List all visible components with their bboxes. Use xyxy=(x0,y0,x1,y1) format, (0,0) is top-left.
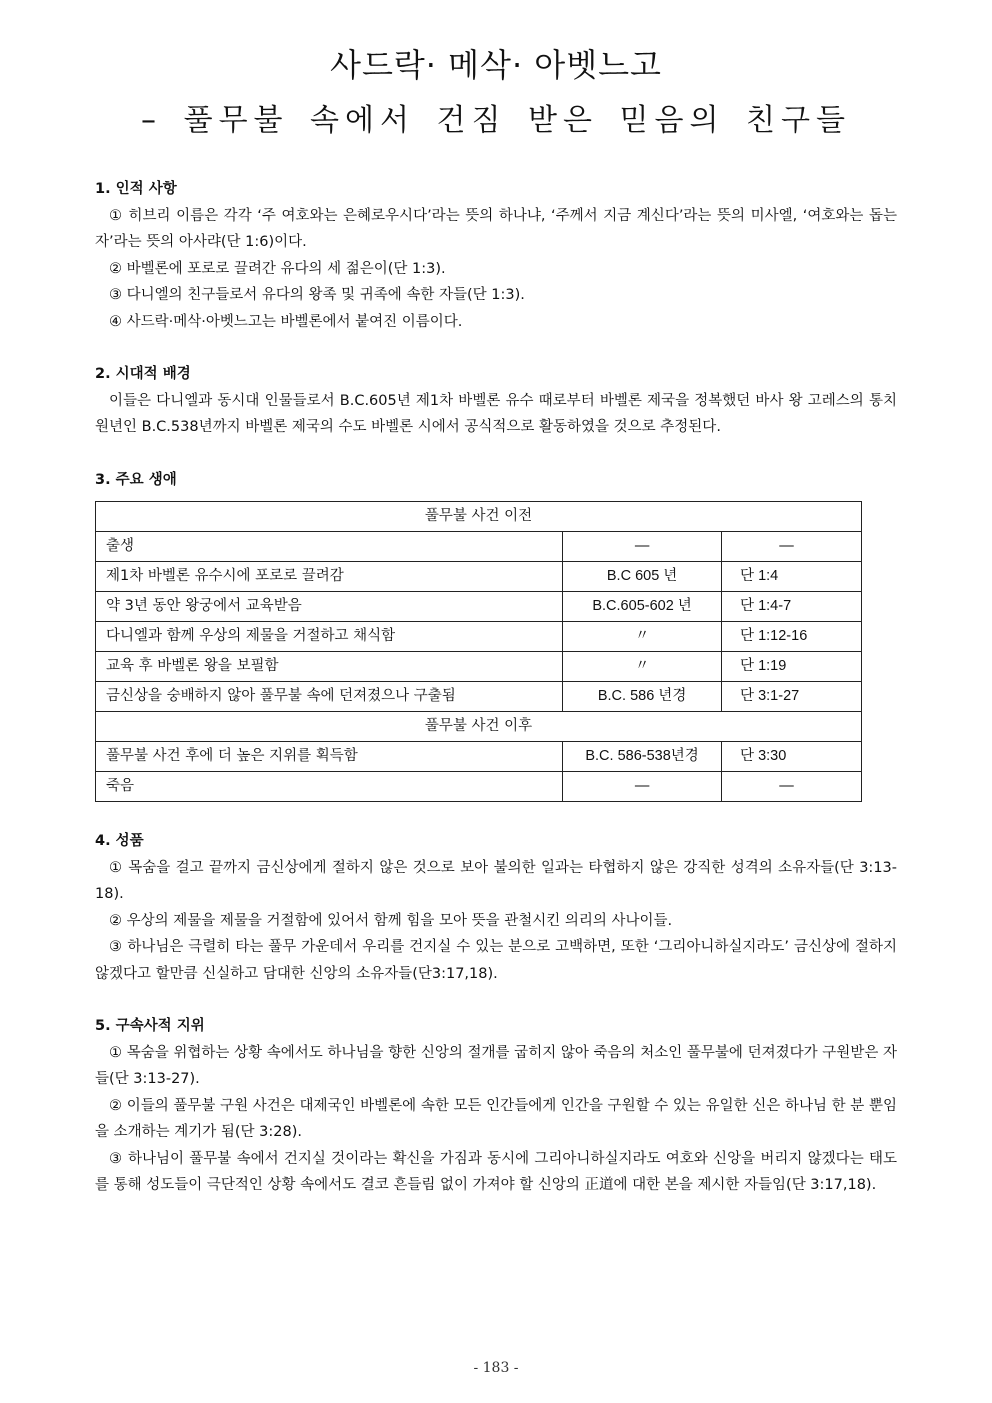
section-heading-background: 2. 시대적 배경 xyxy=(95,366,191,382)
date-cell: 〃 xyxy=(563,622,722,652)
event-cell: 다니엘과 함께 우상의 제물을 거절하고 채식함 xyxy=(96,622,563,652)
personal-item-2: ② 바벨론에 포로로 끌려간 유다의 세 젊은이(단 1:3). xyxy=(109,260,446,277)
table-row xyxy=(96,622,862,652)
table-row xyxy=(96,562,862,592)
table-row xyxy=(96,772,862,802)
event-cell: 약 3년 동안 왕궁에서 교육받음 xyxy=(96,592,563,622)
date-cell: B.C 605 년 xyxy=(563,562,722,592)
ref-cell: — xyxy=(722,772,862,802)
table-row xyxy=(96,682,862,712)
ref-cell: — xyxy=(722,532,862,562)
date-cell: 〃 xyxy=(563,652,722,682)
ref-cell: 단 1:12-16 xyxy=(722,622,862,652)
section-label-before: 풀무불 사건 이전 xyxy=(96,502,862,532)
ref-cell: 단 1:19 xyxy=(722,652,862,682)
table-section-row xyxy=(96,712,862,742)
date-cell: — xyxy=(563,532,722,562)
redemptive-item-2: ② 이들의 풀무불 구원 사건은 대제국인 바벨론에 속한 모든 인간들에게 인간을 구원할 수 있는 유일한 신은 하나님 한 분 뿐임을 소개하는 계기가 됨(단 3:28). xyxy=(95,1097,897,1140)
background-paragraph: 이들은 다니엘과 동시대 인물들로서 B.C.605년 제1차 바벨론 유수 때로부터 바벨론 제국을 정복했던 바사 왕 고레스의 통치 원년인 B.C.538년까지 바벨론 제국의 수도 바벨론 시에서 공식적으로 활동하였을 것으로 추정된다. xyxy=(95,392,897,435)
section-heading-character: 4. 성품 xyxy=(95,833,144,849)
event-cell: 제1차 바벨론 유수시에 포로로 끌려감 xyxy=(96,562,563,592)
character-item-1: ① 목숨을 걸고 끝까지 금신상에게 절하지 않은 것으로 보아 불의한 일과는 타협하지 않은 강직한 성격의 소유자들(단 3:13-18). xyxy=(95,859,897,902)
personal-item-3: ③ 다니엘의 친구들로서 유다의 왕족 및 귀족에 속한 자들(단 1:3). xyxy=(109,287,525,303)
life-events-table xyxy=(95,501,862,802)
event-cell: 출생 xyxy=(96,532,563,562)
section-label-after: 풀무불 사건 이후 xyxy=(96,712,862,742)
character-item-2: ② 우상의 제물을 제물을 거절함에 있어서 함께 힘을 모아 뜻을 관철시킨 의리의 사나이들. xyxy=(109,912,673,929)
table-row xyxy=(96,742,862,772)
document-title: 사드락· 메삭· 아벳느고 xyxy=(330,46,662,84)
event-cell: 금신상을 숭배하지 않아 풀무불 속에 던져졌으나 구출됨 xyxy=(96,682,563,712)
date-cell: B.C. 586 년경 xyxy=(563,682,722,712)
redemptive-item-1: ① 목숨을 위협하는 상황 속에서도 하나님을 향한 신앙의 절개를 굽히지 않아 죽음의 처소인 풀무불에 던져졌다가 구원받은 자들(단 3:13-27). xyxy=(95,1044,897,1087)
event-cell: 교육 후 바벨론 왕을 보필함 xyxy=(96,652,563,682)
date-cell: B.C. 586-538년경 xyxy=(563,742,722,772)
character-item-3: ③ 하나님은 극렬히 타는 풀무 가운데서 우리를 건지실 수 있는 분으로 고백하면, 또한 ‘그리아니하실지라도’ 금신상에 절하지 않겠다고 할만큼 신실하고 담대한 신앙의 소유자들(단3:17,18). xyxy=(95,939,897,982)
table-row xyxy=(96,532,862,562)
ref-cell: 단 1:4-7 xyxy=(722,592,862,622)
personal-item-1: ① 히브리 이름은 각각 ‘주 여호와는 은혜로우시다’라는 뜻의 하나냐, ‘주께서 지금 계신다’라는 뜻의 미사엘, ‘여호와는 돕는 자’라는 뜻의 아사랴(단 1:6)이다. xyxy=(95,207,897,250)
personal-item-4: ④ 사드락·메삭·아벳느고는 바벨론에서 붙여진 이름이다. xyxy=(109,313,463,330)
table-row xyxy=(96,592,862,622)
document-subtitle: – 풀무불 속에서 건짐 받은 믿음의 친구들 xyxy=(141,103,851,138)
section-heading-redemptive: 5. 구속사적 지위 xyxy=(95,1018,205,1034)
ref-cell: 단 1:4 xyxy=(722,562,862,592)
table-row xyxy=(96,652,862,682)
redemptive-item-3: ③ 하나님이 풀무불 속에서 건지실 것이라는 확신을 가짐과 동시에 그리아니하실지라도 여호와 신앙을 버리지 않겠다는 태도를 통해 성도들이 극단적인 상황 속에서도 결코 흔들림 없이 가져야 할 신앙의 正道에 대한 본을 제시한 자들임(단 3:17,18). xyxy=(95,1150,897,1193)
table-section-row xyxy=(96,502,862,532)
ref-cell: 단 3:1-27 xyxy=(722,682,862,712)
date-cell: B.C.605-602 년 xyxy=(563,592,722,622)
event-cell: 풀무불 사건 후에 더 높은 지위를 획득함 xyxy=(96,742,563,772)
date-cell: — xyxy=(563,772,722,802)
section-heading-personal: 1. 인적 사항 xyxy=(95,181,177,197)
document-body xyxy=(95,176,897,1199)
page-number: - 183 - xyxy=(473,1360,519,1376)
section-heading-life: 3. 주요 생애 xyxy=(95,471,177,488)
ref-cell: 단 3:30 xyxy=(722,742,862,772)
event-cell: 죽음 xyxy=(96,772,563,802)
